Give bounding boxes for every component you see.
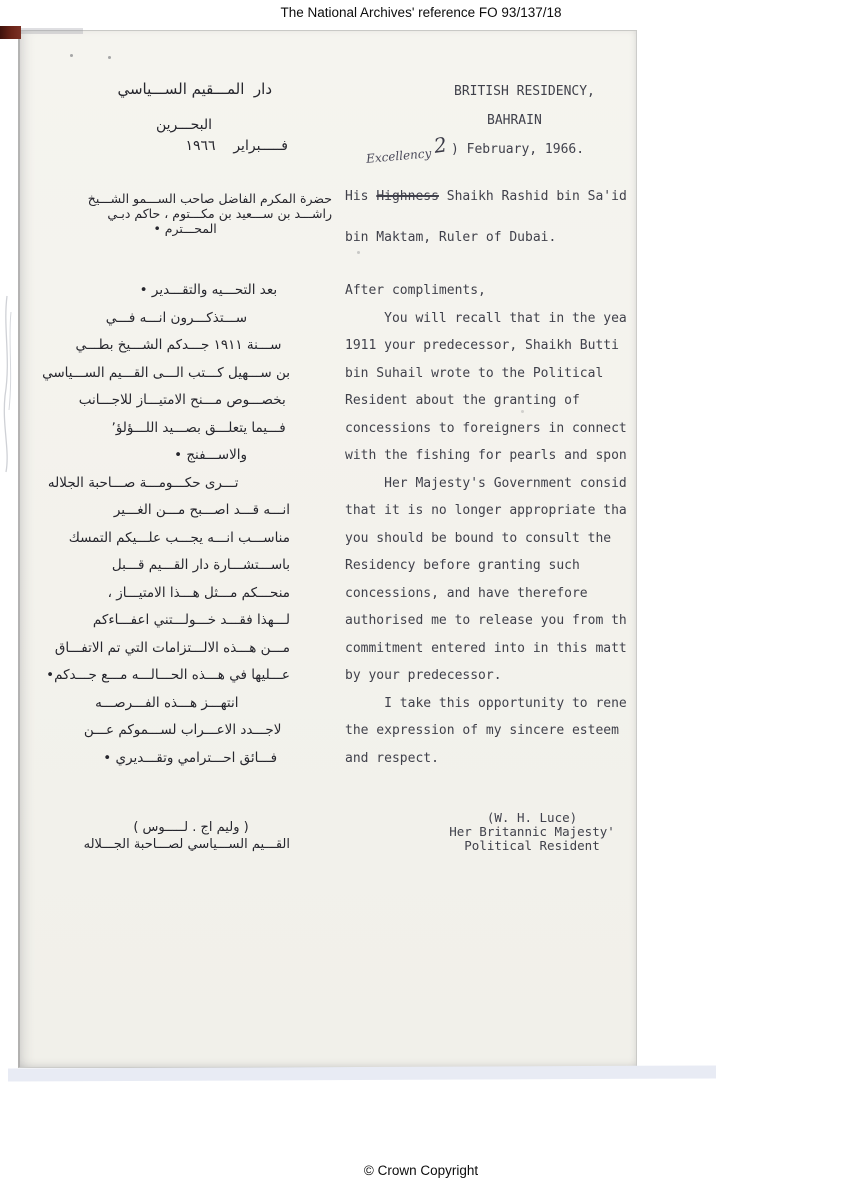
english-letterhead-bahrain: BAHRAIN bbox=[487, 113, 542, 128]
arabic-body-line: ســـتذكـــرون انـــه فـــي bbox=[105, 309, 290, 326]
arabic-body-line: انـــه قـــد اصـــبح مـــن الغـــير bbox=[113, 502, 290, 518]
binding-shadow bbox=[21, 28, 83, 34]
english-signature-block bbox=[429, 783, 635, 853]
english-addressee-line2: bin Maktam, Ruler of Dubai. bbox=[345, 229, 557, 245]
scan-speck bbox=[70, 54, 73, 57]
pencil-scribble bbox=[0, 292, 16, 477]
scan-speck bbox=[108, 56, 111, 59]
addressee-post: Shaikh Rashid bin Sa'id bbox=[438, 189, 627, 204]
english-body-line: Residency before granting such bbox=[345, 558, 580, 573]
english-signature-line: Political Resident bbox=[464, 838, 600, 853]
english-body-line: 1911 your predecessor, Shaikh Butti bbox=[345, 338, 619, 353]
english-body-line: with the fishing for pearls and spon bbox=[345, 448, 627, 463]
arabic-addressee-line: راشـــد بن ســـعيد بن مكـــتوم ، حاكم دبـي bbox=[107, 206, 332, 221]
english-body-line: by your predecessor. bbox=[345, 668, 502, 683]
arabic-body-line: فـــيما يتعلـــق بصـــيد اللـــؤلؤ٬ bbox=[111, 419, 290, 436]
arabic-signature-block bbox=[84, 785, 290, 853]
english-body-line: After compliments, bbox=[345, 283, 486, 298]
arabic-body-line: ســـنة ١٩١١ جـــدكم الشـــيخ بطـــي bbox=[75, 337, 290, 353]
english-body-line: bin Suhail wrote to the Political bbox=[345, 365, 604, 381]
arabic-body-line: انتهـــز هـــذه الفـــرصـــه bbox=[95, 694, 290, 711]
english-signature-line: (W. H. Luce) bbox=[486, 810, 578, 825]
arabic-body-line: لاجـــدد الاعـــراب لســـموكم عـــن bbox=[83, 722, 290, 738]
arabic-body-line: بعد التحـــيه والتقـــدير • bbox=[139, 282, 290, 298]
arabic-letterhead-residency: دار المـــقيم الســـياسي bbox=[117, 80, 272, 98]
crown-copyright-footer: © Crown Copyright bbox=[363, 1163, 479, 1178]
arabic-body-line: والاســـفنج • bbox=[174, 447, 290, 463]
arabic-signature-line: ( وليم اج . لـــــوس ) bbox=[133, 820, 290, 835]
addressee-struck-word: Highness bbox=[376, 189, 439, 204]
arabic-addressee-line: المحـــترم • bbox=[153, 221, 332, 236]
arabic-letterhead-bahrain: البحـــرين bbox=[156, 117, 212, 133]
english-addressee-line1 bbox=[345, 190, 636, 204]
english-body-line: Her Majesty's Government consid bbox=[345, 475, 627, 491]
english-body-line: You will recall that in the yea bbox=[345, 310, 627, 326]
arabic-body-line: عـــليها في هـــذه الحـــالـــه مـــع جـــدكم• bbox=[46, 667, 290, 683]
arabic-addressee-line: حضرة المكرم الفاضل صاحب الســـمو الشـــيخ bbox=[87, 191, 332, 206]
english-body-line: authorised me to release you from th bbox=[345, 613, 627, 628]
handwritten-date-day: 2 bbox=[432, 132, 449, 158]
english-body-line: commitment entered into in this matt bbox=[345, 640, 627, 656]
arabic-body-line: بن ســـهيل كـــتب الـــى القـــيم الســـياسي bbox=[42, 364, 290, 381]
arabic-body-line: فـــائق احـــترامي وتقـــديري • bbox=[103, 749, 290, 766]
english-body-line: and respect. bbox=[345, 750, 439, 766]
english-letterhead-residency: BRITISH RESIDENCY, bbox=[454, 84, 595, 99]
arabic-body-line: لـــهذا فقـــد خـــولـــتني اعفـــاءكم bbox=[92, 612, 290, 628]
arabic-letterhead-date: فـــــبراير ١٩٦٦ bbox=[185, 138, 288, 154]
arabic-letter-body bbox=[42, 222, 290, 772]
arabic-body-line: منحـــكم مـــثل هـــذا الامتيـــاز ، bbox=[107, 584, 290, 601]
addressee-pre: His bbox=[345, 189, 377, 204]
arabic-signature-line: القـــيم الســـياسي لصـــاحبة الجـــلاله bbox=[83, 837, 290, 852]
scan-edge-band bbox=[8, 1065, 716, 1081]
english-signature-line: Her Britannic Majesty' bbox=[449, 824, 615, 839]
arabic-body-line: بخصـــوص مـــنح الامتيـــاز للاجـــانب bbox=[78, 392, 290, 408]
arabic-body-line: مـــن هـــذه الالـــتزامات التي تم الاتفـــاق bbox=[54, 639, 290, 656]
english-body-line: concessions, and have therefore bbox=[345, 585, 588, 601]
english-body-line: I take this opportunity to rene bbox=[345, 695, 627, 711]
english-body-line: concessions to foreigners in connect bbox=[345, 420, 627, 436]
english-body-line: that it is no longer appropriate tha bbox=[345, 503, 627, 518]
typed-date: ) February, 1966. bbox=[451, 142, 585, 157]
binding-mark bbox=[0, 26, 21, 39]
english-body-line: Resident about the granting of bbox=[345, 393, 580, 408]
handwritten-excellency-correction: Excellency bbox=[365, 146, 432, 166]
archives-reference-header: The National Archives' reference FO 93/137/18 bbox=[280, 5, 562, 20]
arabic-body-line: تـــرى حكـــومـــة صـــاحبة الجلاله bbox=[47, 474, 290, 491]
arabic-body-line: باســـتشـــارة دار القـــيم قـــبل bbox=[111, 557, 290, 573]
english-body-line: you should be bound to consult the bbox=[345, 530, 612, 546]
english-body-line: the expression of my sincere esteem bbox=[345, 723, 619, 738]
arabic-body-line: مناســـب انـــه يجـــب علـــيكم التمسك bbox=[68, 529, 290, 546]
english-letter-body bbox=[345, 222, 636, 772]
